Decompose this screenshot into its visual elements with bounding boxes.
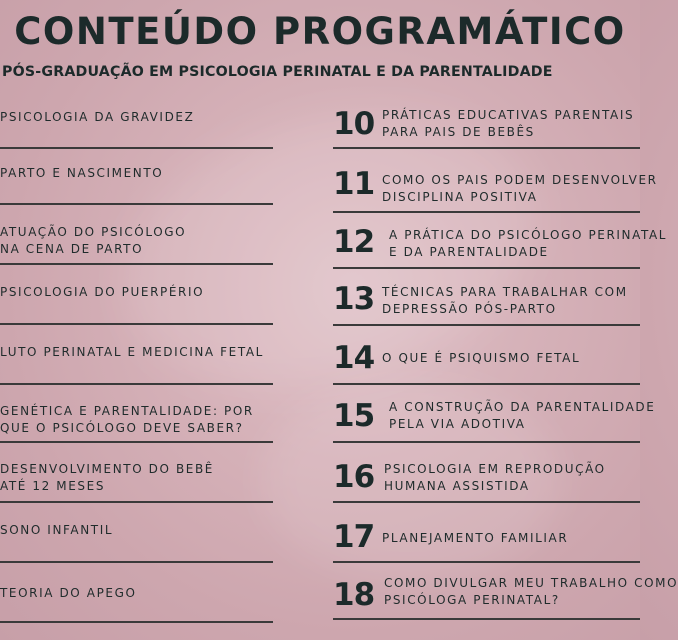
- item-label: PARTO E NASCIMENTO: [0, 166, 164, 180]
- item-number: 10: [333, 106, 375, 142]
- item-label: PLANEJAMENTO FAMILIAR: [382, 531, 569, 545]
- list-item: [333, 396, 656, 443]
- list-item: [0, 160, 273, 205]
- list-item: [0, 518, 273, 563]
- item-label: COMO DIVULGAR MEU TRABALHO COMO PSICÓLOGA PERINATAL?: [384, 576, 678, 607]
- list-item: [333, 281, 640, 326]
- item-label: COMO OS PAIS PODEM DESENVOLVER DISCIPLINA POSITIVA: [382, 173, 658, 204]
- item-label: ATUAÇÃO DO PSICÓLOGO NA CENA DE PARTO: [0, 225, 187, 256]
- item-label: A CONSTRUÇÃO DA PARENTALIDADE PELA VIA ADOTIVA: [389, 400, 656, 431]
- item-label: LUTO PERINATAL E MEDICINA FETAL: [0, 345, 264, 359]
- list-item: [333, 575, 678, 620]
- item-number: 16: [333, 459, 375, 495]
- list-item: [333, 518, 640, 563]
- item-label: PSICOLOGIA DO PUERPÉRIO: [0, 285, 205, 299]
- item-label: A PRÁTICA DO PSICÓLOGO PERINATAL E DA PARENTALIDADE: [389, 228, 668, 259]
- list-item: [333, 340, 640, 385]
- list-item: [0, 398, 273, 443]
- item-number: 18: [333, 577, 375, 613]
- item-label: PSICOLOGIA DA GRAVIDEZ: [0, 110, 195, 124]
- item-label: TÉCNICAS PARA TRABALHAR COM DEPRESSÃO PÓS-PARTO: [382, 285, 628, 316]
- list-item: [333, 224, 668, 269]
- item-number: 17: [333, 519, 375, 555]
- item-label: GENÉTICA E PARENTALIDADE: POR QUE O PSICÓLOGO DEVE SABER?: [0, 404, 254, 435]
- item-label: PRÁTICAS EDUCATIVAS PARENTAIS PARA PAIS DE BEBÊS: [382, 108, 635, 139]
- list-item: [0, 280, 273, 325]
- list-item: [0, 340, 273, 385]
- item-number: 13: [333, 281, 375, 317]
- page-title: CONTEÚDO PROGRAMÁTICO: [14, 10, 626, 53]
- list-item: [0, 458, 273, 503]
- list-item: [333, 166, 658, 213]
- list-item: [333, 458, 640, 503]
- list-item: [0, 104, 273, 149]
- item-number: 11: [333, 166, 375, 202]
- item-number: 15: [333, 398, 375, 434]
- item-label: PSICOLOGIA EM REPRODUÇÃO HUMANA ASSISTIDA: [384, 462, 606, 493]
- page-subtitle: PÓS-GRADUAÇÃO EM PSICOLOGIA PERINATAL E DA PARENTALIDADE: [2, 64, 553, 80]
- item-label: O QUE É PSIQUISMO FETAL: [382, 351, 581, 365]
- list-item: [0, 220, 273, 265]
- item-label: SONO INFANTIL: [0, 523, 114, 537]
- item-label: TEORIA DO APEGO: [0, 586, 137, 600]
- item-number: 14: [333, 340, 375, 376]
- list-item: [333, 104, 640, 149]
- item-label: DESENVOLVIMENTO DO BEBÊ ATÉ 12 MESES: [0, 462, 214, 493]
- item-number: 12: [333, 224, 375, 260]
- list-item: [0, 578, 273, 623]
